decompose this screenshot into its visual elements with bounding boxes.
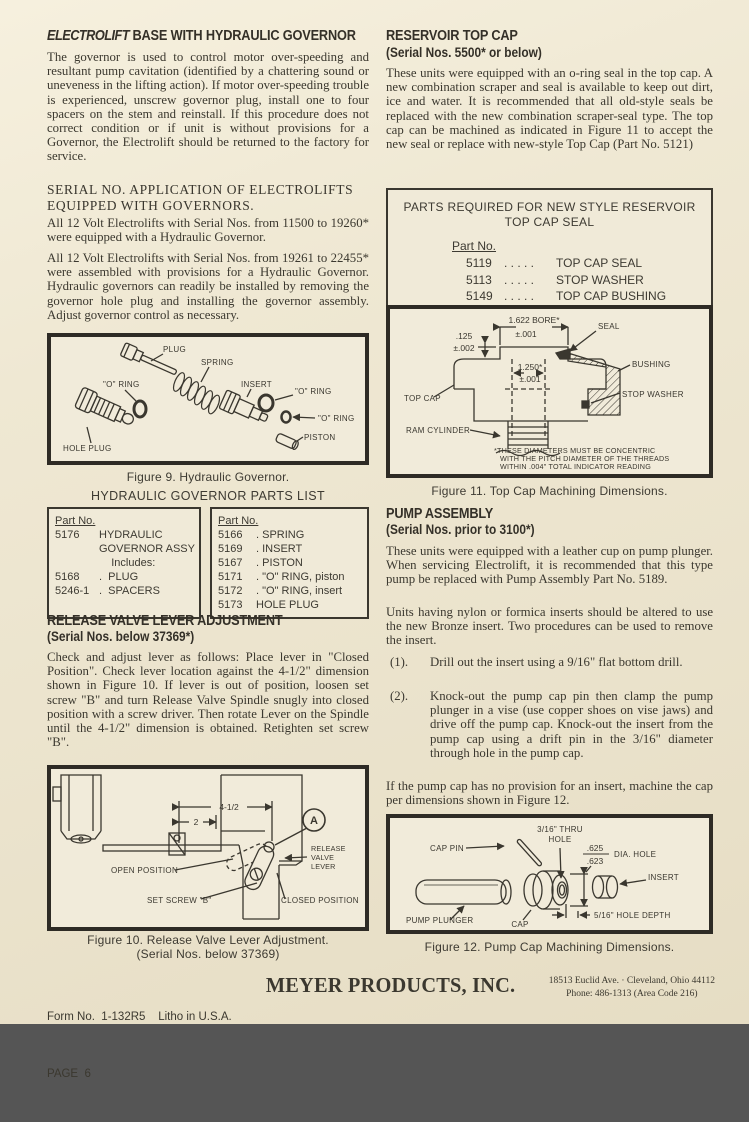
footer-address: 18513 Euclid Ave. · Cleveland, Ohio 44112 [548,976,715,986]
parts-required-box [386,188,713,319]
serial-no-heading [47,182,369,214]
figure-9-caption: Figure 9. Hydraulic Governor. [126,470,290,484]
serial-paragraph-2: All 12 Volt Electrolifts with Serial Nos. from 19261 to 22455* were assembled with provisions for a Hydraulic Governor. Hydraulic governors can readily be installed by removing the governor hole plug and installing the governor assembly. Adjust governor control as necessary. [47,251,369,322]
fig10-dim-main: 4-1/2 [219,802,239,812]
release-valve-heading [47,613,369,644]
table-row: 5113 . . . . . STOP WASHER [466,272,644,287]
fig11-dim-1250: 1.250* [517,362,543,372]
fig11-dim-bore: 1.622 BORE* [508,315,560,325]
figure-10-drawing [51,769,365,927]
table-row: 5169 . INSERT [218,543,303,555]
parts-required-title-line2: TOP CAP SEAL [504,215,595,229]
release-valve-title: RELEASE VALVE LEVER ADJUSTMENT [47,613,283,629]
fig11-dim-125: .125 [455,331,473,341]
table-row: Includes: [99,557,156,569]
reservoir-top-cap-title: RESERVOIR TOP CAP [386,28,518,44]
fig11-dim-bore-tol: ±.001 [515,329,537,339]
release-valve-paragraph: Check and adjust lever as follows: Place lever in "Closed Position". Check lever location against the 4-1/2" dimension shown in Figure 10. If lever is out of position, loosen set screw "B" and turn Release Valve Spindle snugly into closed position with a screw driver. Then rotate Lever on the Spindle until the 4-1/2" dimension is obtained. Retighten set screw "B". [47,650,369,750]
parts-list-left-box [47,507,201,619]
figure-10-caption [47,933,369,961]
table-row: 5168 . PLUG [55,571,139,583]
section-title-electrolift-base [47,28,356,44]
table-row: 5171 . "O" RING, piston [218,571,345,583]
table-row: 5167 . PISTON [218,557,303,569]
table-row: 5173 HOLE PLUG [218,599,319,611]
item-2-text: Knock-out the pump cap pin then clamp the pump plunger in a vise (use copper shoes on vise jaws) and drive off the pump cap. Knock-out the insert from the pump cap using a drift pin in the 3/16" diameter through hole in the pump cap. [430,689,713,760]
fig11-label-bushing: BUSHING [632,360,671,369]
parts-right-header: Part No. [218,515,259,527]
table-row: 5166 . SPRING [218,529,305,541]
fig11-label-seal: SEAL [598,322,620,331]
numbered-item-1 [386,655,713,669]
item-1-number: (1). [390,655,409,669]
fig12-label-insert: INSERT [648,873,679,882]
fig10-label-closed-position: CLOSED POSITION [281,896,359,905]
footer-page-number: PAGE 6 [47,1068,91,1080]
footer-form-number: Form No. 1-132R5 Litho in U.S.A. [47,1011,232,1023]
fig12-dim-623: .623 [586,856,604,866]
figure-10-caption-line1: Figure 10. Release Valve Lever Adjustment. [87,933,329,947]
figure-11-drawing [390,309,709,474]
table-row: 5246-1 . SPACERS [55,585,160,597]
release-valve-subtitle: (Serial Nos. below 37369*) [47,629,195,644]
reservoir-top-cap-subtitle: (Serial Nos. 5500* or below) [386,45,542,60]
fig12-label-thru-1: 3/16" THRU [537,825,583,834]
company-name: MEYER PRODUCTS, INC. [265,973,515,997]
figure-12-caption: Figure 12. Pump Cap Machining Dimensions. [424,940,675,954]
fig9-label-oring-small: "O" RING [318,414,355,423]
fig10-label-release-3: LEVER [311,862,336,871]
footer-address-block [549,975,715,1001]
fig10-label-set-screw: SET SCREW "B" [147,896,212,905]
pump-assembly-subtitle: (Serial Nos. prior to 3100*) [386,522,535,537]
left-column [47,28,369,972]
fig12-label-thru-2: HOLE [548,835,572,844]
pump-paragraph-3: If the pump cap has no provision for an insert, machine the cap per dimensions shown in Figure 12. [386,779,713,808]
governor-intro-paragraph: The governor is used to control motor over-speeding and resultant pump cavitation (identified by a chattering sound or uneveness in the lifting action). If motor over-speeding trouble is experienced, unscrew governor plug, install one to four spacers on the stem and reinstall. If this procedure does not correct condition or if unit is without provisions for a Governor, the Electrolift should be returned to the factory for service. [47,50,369,164]
parts-required-header: Part No. [452,239,497,253]
fig11-label-top-cap: TOP CAP [404,394,441,403]
fig11-note-line3: WITHIN .004" TOTAL INDICATOR READING [500,462,651,471]
fig10-label-release-2: VALVE [311,853,335,862]
electrolift-wordmark: ELECTROLIFT [47,28,130,44]
fig9-label-insert: INSERT [241,380,272,389]
fig12-dim-625: .625 [586,843,604,853]
fig11-dim-125-tol: ±.002 [453,343,475,353]
fig12-label-hole-depth: 5/16" HOLE DEPTH [594,911,671,920]
fig12-label-pump-plunger: PUMP PLUNGER [406,916,474,925]
table-row: 5119 . . . . . TOP CAP SEAL [466,256,643,270]
page-footer [47,970,715,1122]
fig10-detail-a: A [310,815,318,827]
parts-list-boxes [47,507,369,619]
table-row: 5149 . . . . . TOP CAP BUSHING [466,289,667,303]
pump-assembly-heading [386,506,713,537]
table-row: GOVERNOR ASSY [99,543,195,555]
footer-form-block [47,970,232,1122]
fig12-label-dia-hole: DIA. HOLE [614,850,657,859]
fig9-label-hole-plug: HOLE PLUG [63,444,112,453]
fig9-label-plug: PLUG [163,345,186,354]
figure-11-box [386,305,713,478]
pump-assembly-title: PUMP ASSEMBLY [386,506,494,522]
parts-left-header: Part No. [55,515,96,527]
fig9-label-piston: PISTON [304,433,336,442]
figure-10-box [47,765,369,931]
serial-paragraph-1: All 12 Volt Electrolifts with Serial Nos. from 11500 to 19260* were equipped with a Hydraulic Governor. [47,216,369,245]
parts-list-title: HYDRAULIC GOVERNOR PARTS LIST [90,489,326,503]
fig12-label-cap-pin: CAP PIN [430,844,464,853]
pump-paragraph-2: Units having nylon or formica inserts should be altered to use the new Bronze insert. Two procedures can be used to remove the insert. [386,605,713,648]
figure-11-caption: Figure 11. Top Cap Machining Dimensions. [431,484,668,498]
section-title-rest: BASE WITH HYDRAULIC GOVERNOR [129,28,356,44]
figure-9-drawing [51,337,365,461]
figure-9-box [47,333,369,465]
fig10-label-open-position: OPEN POSITION [111,866,179,875]
fig11-note-line2: WITH THE PITCH DIAMETER OF THE THREADS [500,454,670,463]
reservoir-paragraph: These units were equipped with an o-ring seal in the top cap. A new combination scraper and seal is available to keep out dirt, ice and water. It is recommended that all old-style seals be replaced with the new combination scraper-seal type. The top cap can be machined as indicated in Figure 11 to accept the new seal or replace with new-style Top Cap (Part No. 5121) [386,66,713,152]
parts-required-title-line1: PARTS REQUIRED FOR NEW STYLE RESERVOIR [403,200,696,214]
fig10-dim-sub: 2 [193,817,199,827]
fig11-dim-1250-tol: ±.001 [519,374,541,384]
parts-list-right-box [210,507,369,619]
pump-paragraph-1: These units were equipped with a leather cup on pump plunger. When servicing Electrolift, it is recommended that this type pump be replaced with Pump Assembly Part No. 5189. [386,544,713,587]
fig9-label-spring: SPRING [201,358,234,367]
right-column [386,28,713,972]
fig9-label-oring-top: "O" RING [295,387,332,396]
serial-no-heading-line2: EQUIPPED WITH GOVERNORS. [47,198,255,213]
figure-12-box [386,814,713,934]
fig11-label-ram-cylinder: RAM CYLINDER [406,426,471,435]
footer-phone: Phone: 486-1313 (Area Code 216) [566,989,698,999]
numbered-item-2 [386,689,713,760]
fig11-label-stop-washer: STOP WASHER [622,390,684,399]
table-row: 5176 HYDRAULIC [55,529,163,541]
serial-no-heading-line1: SERIAL NO. APPLICATION OF ELECTROLIFTS [47,182,354,197]
fig11-note-line1: *THESE DIAMETERS MUST BE CONCENTRIC [494,446,656,455]
fig10-label-release-1: RELEASE [311,844,346,853]
figure-12-drawing [390,818,709,930]
fig9-label-oring-left: "O" RING [103,380,140,389]
table-row: 5172 . "O" RING, insert [218,585,343,597]
fig12-label-cap: CAP [511,920,529,929]
item-2-number: (2). [390,689,409,703]
figure-10-caption-line2: (Serial Nos. below 37369) [136,947,280,961]
item-1-text: Drill out the insert using a 9/16" flat bottom drill. [430,655,683,669]
